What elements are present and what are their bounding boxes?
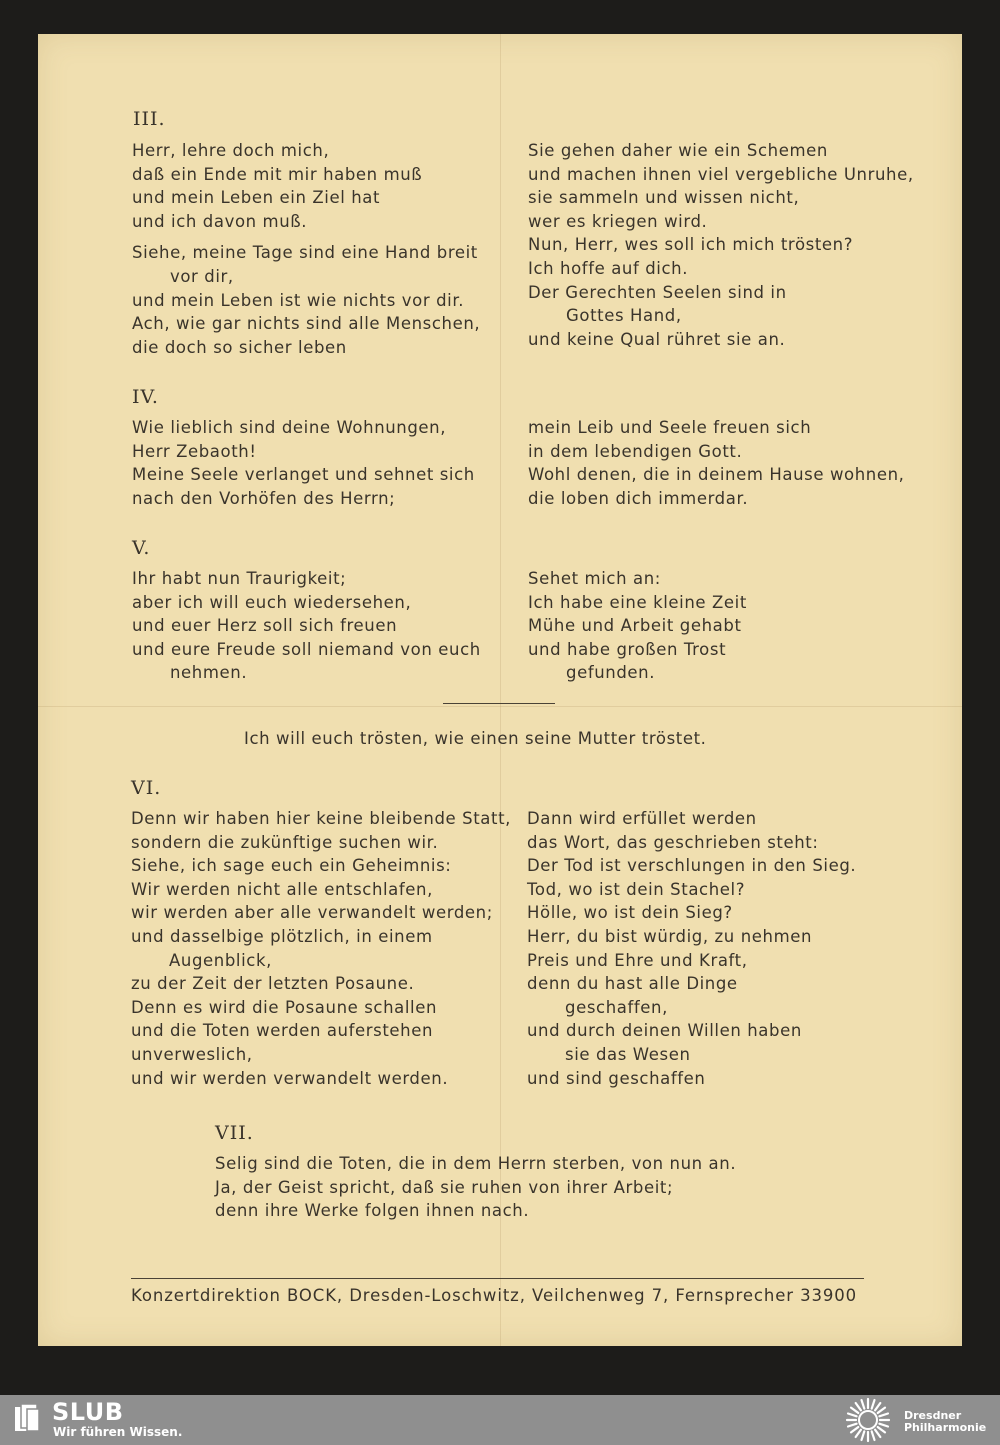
section-v-left <box>132 567 481 685</box>
verse-line: und durch deinen Willen haben <box>527 1021 802 1041</box>
sunburst-ray <box>862 1431 865 1440</box>
verse-line: und die Toten werden auferstehen <box>131 1021 434 1041</box>
verse-line: Der Tod ist verschlungen in den Sieg. <box>527 856 857 876</box>
section-vi-left <box>131 807 511 1090</box>
verse-line: Mühe und Arbeit gehabt <box>528 616 742 636</box>
interlude-text: Ich will euch trösten, wie einen seine Mutter tröstet. <box>244 729 707 748</box>
verse-line: und ich davon muß. <box>132 211 308 231</box>
verse-line: vor dir, <box>170 266 234 286</box>
section-heading-vi: VI. <box>131 777 162 799</box>
philharmonie-line-2: Philharmonie <box>904 1421 987 1434</box>
verse-line: Sehet mich an: <box>528 569 661 588</box>
verse-line: Preis und Ehre und Kraft, <box>527 950 748 970</box>
sunburst-ray <box>875 1430 880 1437</box>
sunburst-ray <box>856 1403 861 1410</box>
verse-line: Ach, wie gar nichts sind alle Menschen, <box>132 314 481 334</box>
verse-line: Dann wird erfüllet werden <box>527 809 757 828</box>
verse-line: Siehe, ich sage euch ein Geheimnis: <box>131 856 452 876</box>
short-divider <box>443 703 555 704</box>
verse-line: nehmen. <box>170 663 248 683</box>
verse-line: Gottes Hand, <box>566 306 682 326</box>
section-heading-iv: IV. <box>132 386 159 408</box>
bottom-bar <box>0 1395 1000 1445</box>
sunburst-ray <box>879 1414 888 1417</box>
sunburst-ray <box>848 1424 857 1427</box>
verse-line: und machen ihnen viel vergebliche Unruhe, <box>528 164 914 184</box>
sunburst-ray <box>851 1408 858 1413</box>
verse-line: wer es kriegen wird. <box>528 211 708 231</box>
verse-line: Ich hoffe auf dich. <box>528 258 689 278</box>
section-vii-text <box>215 1152 736 1223</box>
sunburst-ray <box>875 1403 880 1410</box>
verse-line: Herr Zebaoth! <box>132 441 257 461</box>
verse-line: Augenblick, <box>169 950 272 970</box>
verse-line: und mein Leben ein Ziel hat <box>132 188 381 208</box>
verse-line: Selig sind die Toten, die in dem Herrn sterben, von nun an. <box>215 1154 737 1173</box>
verse-line: die doch so sicher leben <box>132 337 347 357</box>
verse-line: Wir werden nicht alle entschlafen, <box>131 879 433 899</box>
verse-line: unverweslich, <box>131 1044 253 1064</box>
section-heading-vii: VII. <box>215 1122 254 1144</box>
verse-line: und eure Freude soll niemand von euch <box>132 639 481 659</box>
section-vi-right <box>527 807 856 1090</box>
verse-line: das Wort, das geschrieben steht: <box>527 832 819 852</box>
verse-line: Ja, der Geist spricht, daß sie ruhen von ihrer Arbeit; <box>215 1177 674 1197</box>
section-iv-right <box>528 416 905 510</box>
section-iv-left <box>132 416 475 510</box>
sunburst-ray <box>848 1414 857 1417</box>
verse-line: Ich habe eine kleine Zeit <box>528 592 747 612</box>
verse-line: denn du hast alle Dinge <box>527 974 738 994</box>
section-heading-v: V. <box>132 537 151 559</box>
verse-line: Ihr habt nun Traurigkeit; <box>132 569 347 588</box>
sunburst-ray <box>862 1400 865 1409</box>
verse-line: und keine Qual rühret sie an. <box>528 329 786 349</box>
sunburst-ray <box>872 1400 875 1409</box>
section-iii-left <box>132 139 480 359</box>
verse-line: Hölle, wo ist dein Sieg? <box>527 903 733 923</box>
verse-line: Siehe, meine Tage sind eine Hand breit <box>132 243 478 263</box>
verse-line: daß ein Ende mit mir haben muß <box>132 164 423 184</box>
philharmonie-line-1: Dresdner <box>904 1409 962 1422</box>
verse-line: und euer Herz soll sich freuen <box>132 616 398 636</box>
sunburst-ray <box>851 1427 858 1432</box>
verse-line: und dasselbige plötzlich, in einem <box>131 926 433 946</box>
verse-line: sie sammeln und wissen nicht, <box>528 188 800 208</box>
verse-line: mein Leib und Seele freuen sich <box>528 418 812 437</box>
sunburst-ray <box>879 1424 888 1427</box>
verse-line: gefunden. <box>566 663 656 683</box>
verse-line: sondern die zukünftige suchen wir. <box>131 832 439 852</box>
sunburst-ray <box>856 1430 861 1437</box>
slub-logo-name[interactable]: SLUB <box>52 1398 124 1426</box>
verse-line: sie das Wesen <box>565 1044 691 1064</box>
verse-line: Tod, wo ist dein Stachel? <box>527 879 746 899</box>
slub-logo-tagline: Wir führen Wissen. <box>53 1425 183 1439</box>
verse-line: nach den Vorhöfen des Herrn; <box>132 488 396 508</box>
section-iii-right <box>528 139 914 351</box>
book-pages-icon <box>12 1403 42 1435</box>
verse-line: und habe großen Trost <box>528 639 727 659</box>
verse-line: Nun, Herr, wes soll ich mich trösten? <box>528 235 854 255</box>
verse-line: Herr, du bist würdig, zu nehmen <box>527 926 813 946</box>
verse-line: wir werden aber alle verwandelt werden; <box>131 903 493 923</box>
verse-line: Herr, lehre doch mich, <box>132 141 330 160</box>
sunburst-ray <box>878 1408 885 1413</box>
verse-line: und sind geschaffen <box>527 1068 706 1088</box>
section-heading-iii: III. <box>133 108 166 130</box>
verse-line: Wohl denen, die in deinem Hause wohnen, <box>528 465 905 485</box>
sunburst-icon <box>842 1397 894 1443</box>
verse-line: aber ich will euch wiedersehen, <box>132 592 412 612</box>
stanza-gap <box>132 233 480 241</box>
section-v-right <box>528 567 747 685</box>
sunburst-ray <box>872 1431 875 1440</box>
sunburst-ray <box>878 1427 885 1432</box>
verse-line: Denn es wird die Posaune schallen <box>131 997 438 1017</box>
verse-line: und wir werden verwandelt werden. <box>131 1068 449 1088</box>
verse-line: Sie gehen daher wie ein Schemen <box>528 141 828 160</box>
verse-line: Meine Seele verlanget und sehnet sich <box>132 465 475 485</box>
verse-line: Der Gerechten Seelen sind in <box>528 282 787 302</box>
verse-line: zu der Zeit der letzten Posaune. <box>131 974 415 994</box>
footer-publisher-line: Konzertdirektion BOCK, Dresden-Loschwitz, Veilchenweg 7, Fernsprecher 33900 <box>131 1286 858 1305</box>
philharmonie-logo-name[interactable] <box>904 1410 986 1434</box>
verse-line: Wie lieblich sind deine Wohnungen, <box>132 418 447 437</box>
verse-line: in dem lebendigen Gott. <box>528 441 743 461</box>
verse-line: die loben dich immerdar. <box>528 488 749 508</box>
footer-divider <box>131 1278 864 1279</box>
verse-line: denn ihre Werke folgen ihnen nach. <box>215 1201 530 1221</box>
verse-line: geschaffen, <box>565 997 668 1017</box>
verse-line: und mein Leben ist wie nichts vor dir. <box>132 290 465 310</box>
verse-line: Denn wir haben hier keine bleibende Statt, <box>131 809 511 828</box>
